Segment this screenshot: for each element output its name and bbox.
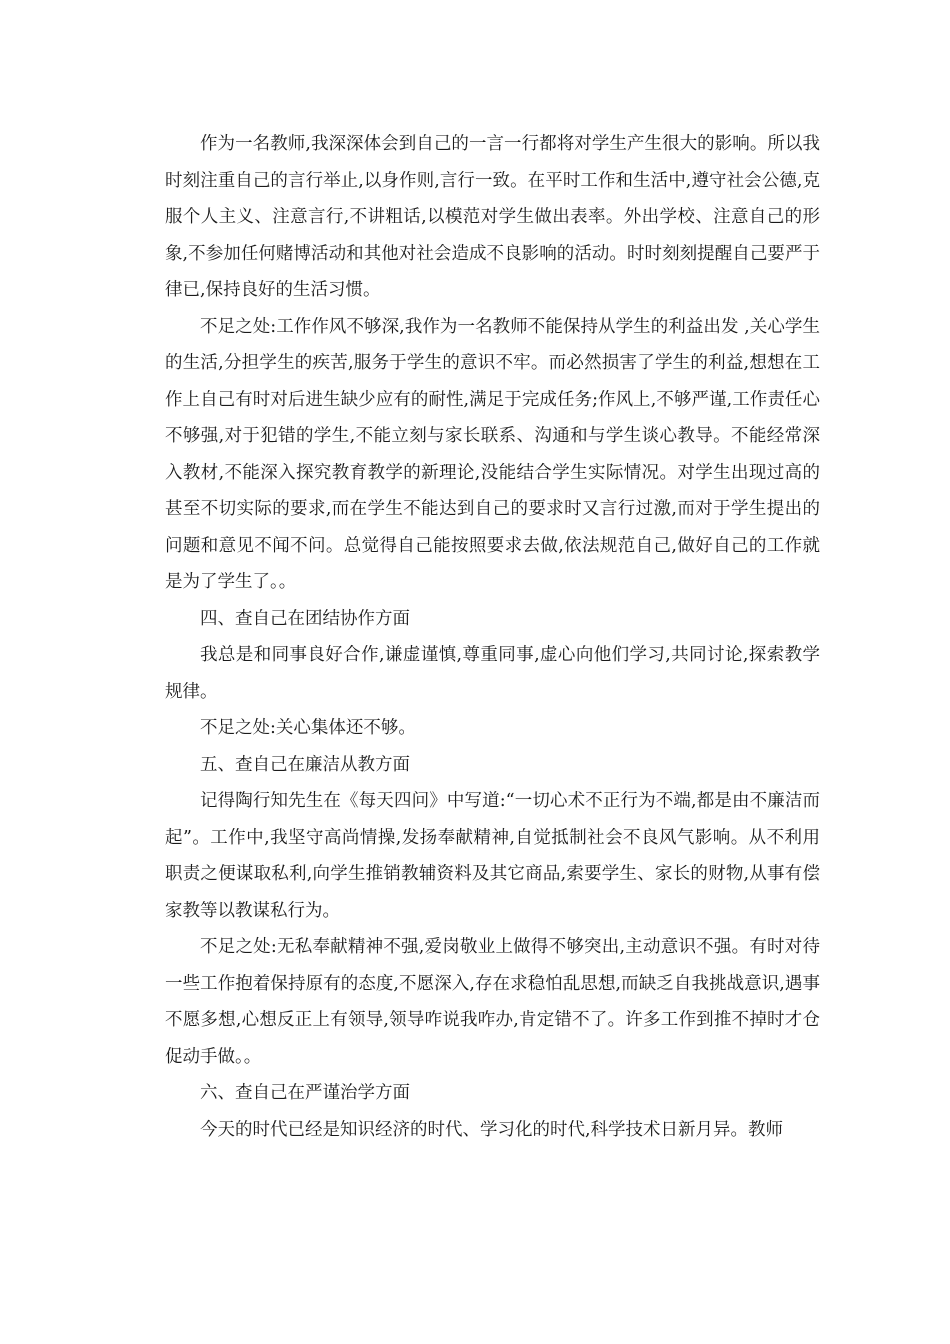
- section-heading-teamwork: 四、查自己在团结协作方面: [200, 608, 410, 629]
- paragraph-shortcomings-work-style: 不足之处:工作作风不够深,我作为一名教师不能保持从学生的利益出发 ,关心学生的生活,分担学生的疾苦,服务于学生的意识不牢。而必然损害了学生的利益,想想在工作上自己有时对后进生缺少应有的耐性,满足于完成任务;作风上,不够严谨,工作责任心不够强,对于犯错的学生,不能立刻与家长联系、沟通和与学生谈心教导。不能经常深入教材,不能深入探究教育教学的新理论,没能结合学生实际情况。对学生出现过高的甚至不切实际的要求,而在学生不能达到自己的要求时又言行过激,而对于学生提出的问题和意见不闻不问。总觉得自己能按照要求去做,依法规范自己,做好自己的工作就是为了学生了。。: [165, 316, 820, 592]
- paragraph-scholarship: 今天的时代已经是知识经济的时代、学习化的时代,科学技术日新月异。教师: [200, 1119, 784, 1140]
- section-heading-integrity: 五、查自己在廉洁从教方面: [200, 754, 410, 775]
- section-heading-scholarship: 六、查自己在严谨治学方面: [200, 1083, 410, 1103]
- paragraph-teamwork: 我总是和同事良好合作,谦虚谨慎,尊重同事,虚心向他们学习,共同讨论,探索教学规律。: [165, 645, 820, 702]
- paragraph-shortcomings-collective: 不足之处:关心集体还不够。: [200, 718, 416, 738]
- paragraph-teacher-conduct: 作为一名教师,我深深体会到自己的一言一行都将对学生产生很大的影响。所以我时刻注重自己的言行举止,以身作则,言行一致。在平时工作和生活中,遵守社会公德,克服个人主义、注意言行,不讲粗话,以模范对学生做出表率。外出学校、注意自己的形象,不参加任何赌博活动和其他对社会造成不良影响的活动。时时刻刻提醒自己要严于律已,保持良好的生活习惯。: [165, 134, 820, 300]
- paragraph-shortcomings-dedication: 不足之处:无私奉献精神不强,爱岗敬业上做得不够突出,主动意识不强。有时对待一些工作抱着保持原有的态度,不愿深入,存在求稳怕乱思想,而缺乏自我挑战意识,遇事不愿多想,心想反正上有领导,领导咋说我咋办,肯定错不了。许多工作到推不掉时才仓促动手做。。: [165, 937, 820, 1067]
- paragraph-integrity: 记得陶行知先生在《每天四问》中写道:“一切心术不正行为不端,都是由不廉洁而起”。工作中,我坚守高尚情操,发扬奉献精神,自觉抵制社会不良风气影响。从不利用职责之便谋取私利,向学生推销教辅资料及其它商品,索要学生、家长的财物,从事有偿家教等以教谋私行为。: [165, 791, 820, 921]
- document-body: [165, 126, 820, 1148]
